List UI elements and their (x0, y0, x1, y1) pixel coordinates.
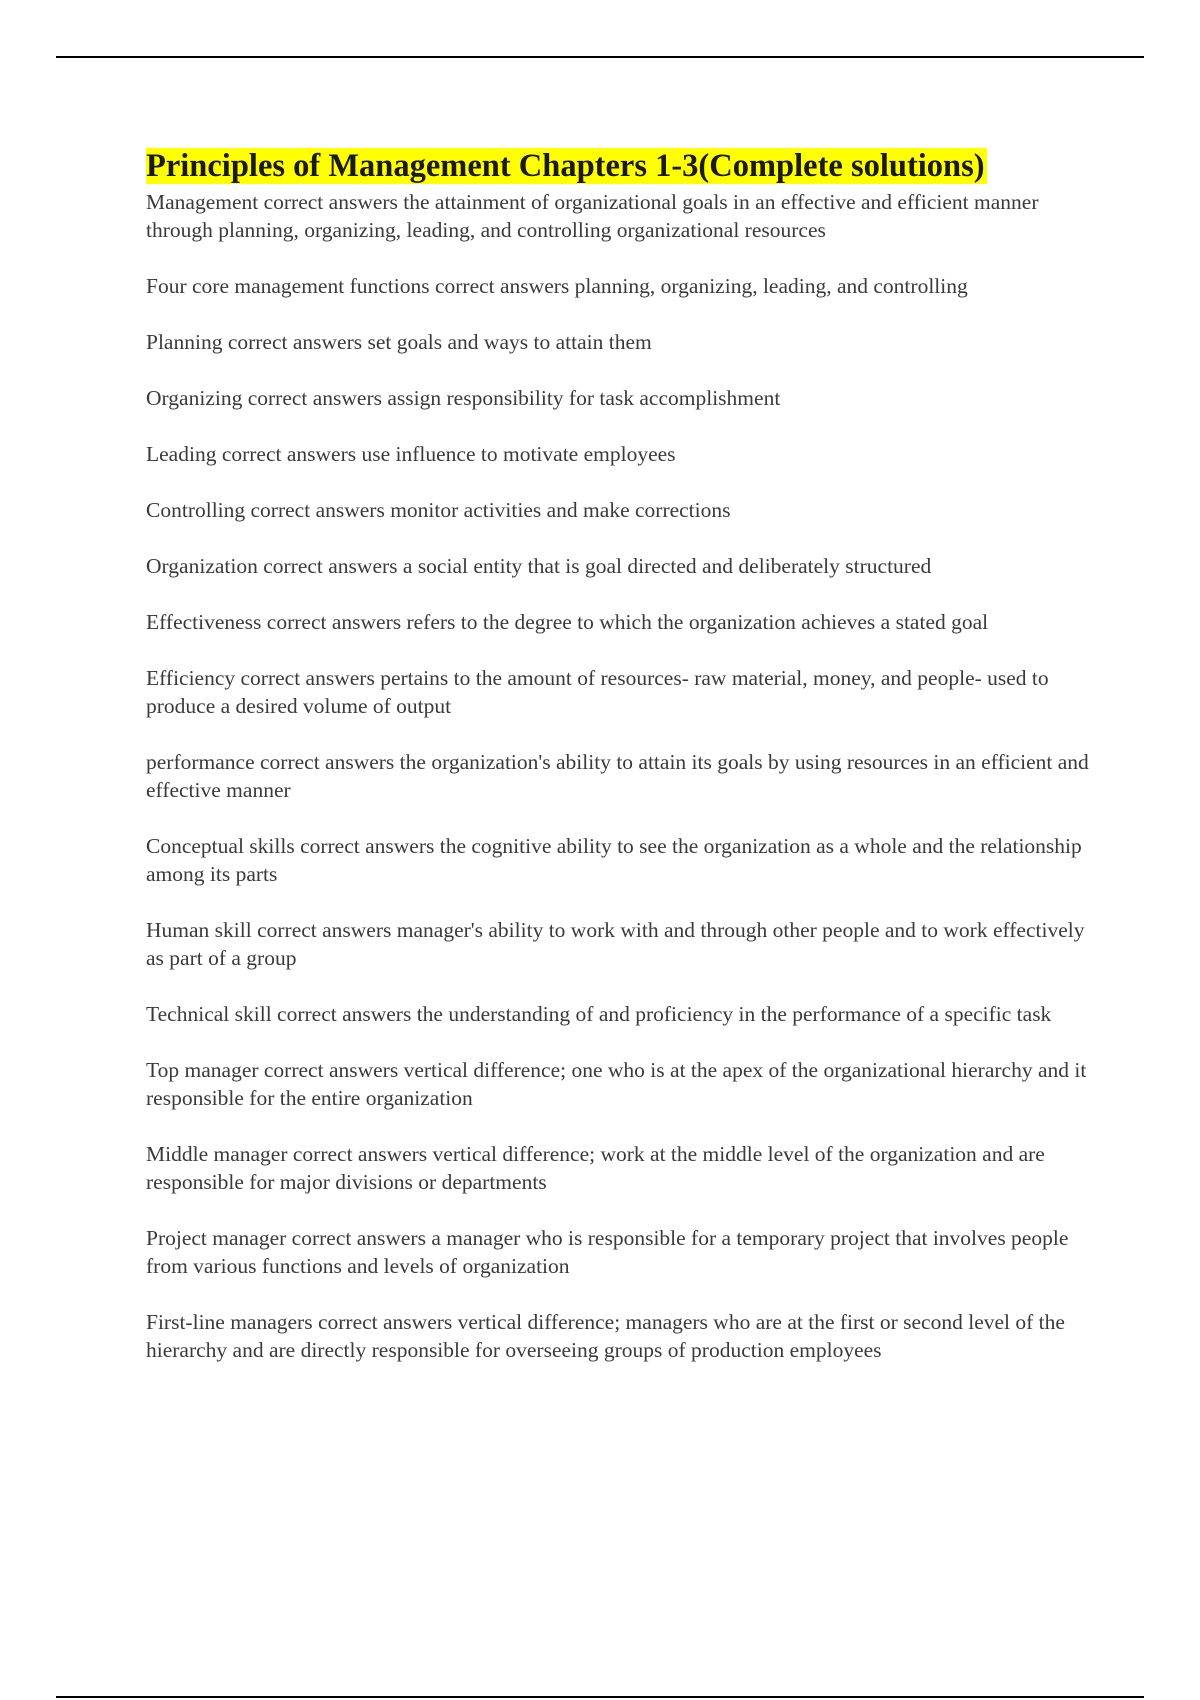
entry-top-manager: Top manager correct answers vertical difference; one who is at the apex of the organizational hierarchy and it responsible for the entire organization (146, 1058, 1087, 1110)
entry-four-core-functions: Four core management functions correct answers planning, organizing, leading, and controlling (146, 274, 968, 298)
entry-first-line-managers: First-line managers correct answers vertical difference; managers who are at the first or second level of the hierarchy and are directly responsible for overseeing groups of production employees (146, 1310, 1065, 1362)
entry-project-manager: Project manager correct answers a manager who is responsible for a temporary project that involves people from various functions and levels of organization (146, 1226, 1069, 1278)
page-top-rule (56, 56, 1144, 58)
entry-planning: Planning correct answers set goals and ways to attain them (146, 330, 652, 354)
entry-controlling: Controlling correct answers monitor activities and make corrections (146, 498, 731, 522)
entry-leading: Leading correct answers use influence to motivate employees (146, 442, 676, 466)
entry-management: Management correct answers the attainment of organizational goals in an effective and efficient manner through planning, organizing, leading, and controlling organizational resources (146, 190, 1039, 242)
document-body (146, 146, 1096, 1392)
entry-conceptual-skills: Conceptual skills correct answers the cognitive ability to see the organization as a whole and the relationship among its parts (146, 834, 1082, 886)
entry-middle-manager: Middle manager correct answers vertical difference; work at the middle level of the organization and are responsible for major divisions or departments (146, 1142, 1045, 1194)
entry-human-skill: Human skill correct answers manager's ability to work with and through other people and to work effectively as part of a group (146, 918, 1085, 970)
title-highlight: Principles of Management Chapters 1-3(Complete solutions) (146, 148, 985, 184)
entry-organization: Organization correct answers a social entity that is goal directed and deliberately structured (146, 554, 932, 578)
entry-technical-skill: Technical skill correct answers the understanding of and proficiency in the performance of a specific task (146, 1002, 1052, 1026)
entry-organizing: Organizing correct answers assign responsibility for task accomplishment (146, 386, 781, 410)
entry-performance: performance correct answers the organization's ability to attain its goals by using resources in an efficient and effective manner (146, 750, 1089, 802)
document-title (146, 146, 1096, 186)
entry-effectiveness: Effectiveness correct answers refers to the degree to which the organization achieves a stated goal (146, 610, 989, 634)
page-bottom-rule (56, 1696, 1144, 1698)
entry-efficiency: Efficiency correct answers pertains to the amount of resources- raw material, money, and people- used to produce a desired volume of output (146, 666, 1049, 718)
